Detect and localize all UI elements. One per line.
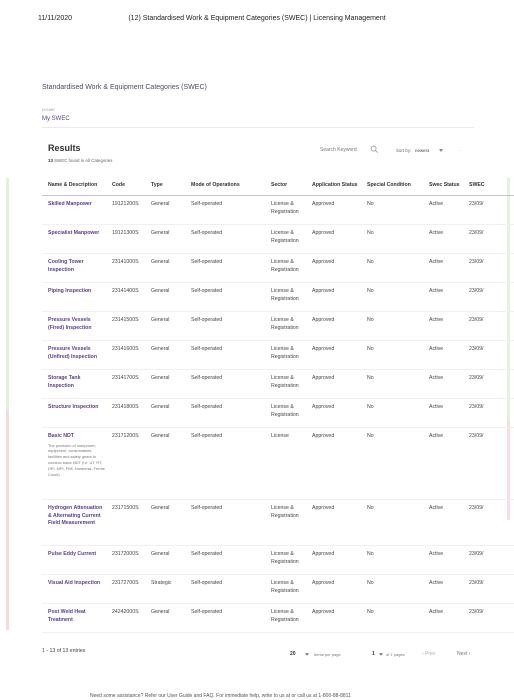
type-cell: General [145, 341, 185, 370]
swec-description: The provision of manpower, equipment, consumables, facilities and safety gears to conduct basic NDT (i.e. UT, RT, DPI, MPI, PMI, Hardness, Ferrite Count) [48, 442, 105, 477]
swec-status-cell: Active [423, 500, 463, 546]
table-row[interactable] [42, 196, 514, 225]
chevron-down-icon[interactable] [439, 149, 443, 152]
page-select[interactable]: 1 [372, 651, 375, 657]
swec-name-link[interactable]: Pressure Vessels (Unfired) Inspection [48, 346, 97, 360]
sector-cell: License & Registration [265, 604, 306, 633]
swec-date-cell: 23/09/ [463, 196, 514, 225]
code-cell: 19121200S [106, 196, 145, 225]
mode-cell: Self-operated [185, 312, 265, 341]
table-header-code[interactable]: Code [106, 174, 145, 196]
type-cell: General [145, 283, 185, 312]
code-cell: 23141500S [106, 312, 145, 341]
chevron-down-icon[interactable] [379, 653, 383, 656]
swec-status-cell: Active [423, 283, 463, 312]
swec-name-link[interactable]: Cooling Tower Inspection [48, 259, 84, 273]
swec-status-cell: Active [423, 399, 463, 428]
table-header-row [42, 174, 514, 196]
search-icon[interactable] [370, 145, 379, 154]
table-header-name[interactable]: Name & Description [42, 174, 106, 196]
name-cell[interactable] [42, 225, 106, 254]
code-cell: 23172700S [106, 575, 145, 604]
mode-cell: Self-operated [185, 604, 265, 633]
page-of-label: of 1 pages [386, 652, 405, 657]
application-status-cell: Approved [306, 312, 361, 341]
name-cell[interactable] [42, 341, 106, 370]
swec-name-link[interactable]: Pressure Vessels (Fired) Inspection [48, 317, 92, 331]
breadcrumb-divider [42, 127, 474, 128]
sector-cell: License & Registration [265, 196, 306, 225]
code-cell: 23141000S [106, 254, 145, 283]
code-cell: 23171200S [106, 428, 145, 500]
table-header-type[interactable]: Type [145, 174, 185, 196]
swec-status-cell: Active [423, 341, 463, 370]
type-cell: General [145, 225, 185, 254]
application-status-cell: Approved [306, 283, 361, 312]
special-condition-cell: No [361, 428, 423, 500]
sector-cell: License & Registration [265, 370, 306, 399]
application-status-cell: Approved [306, 341, 361, 370]
next-page-button[interactable]: Next › [457, 651, 471, 657]
sector-cell: License [265, 428, 306, 500]
special-condition-cell: No [361, 254, 423, 283]
swec-date-cell: 23/09/ [463, 428, 514, 500]
items-per-page-label: Items per page [314, 652, 341, 657]
swec-date-cell: 23/09/ [463, 399, 514, 428]
code-cell: 23171500S [106, 500, 145, 546]
prev-page-button[interactable]: ‹ Prev [422, 651, 436, 657]
swec-name-link[interactable]: Pulse Eddy Current [48, 551, 97, 557]
name-cell[interactable] [42, 546, 106, 575]
swec-date-cell: 23/09/ [463, 575, 514, 604]
swec-status-cell: Active [423, 312, 463, 341]
special-condition-cell: No [361, 575, 423, 604]
swec-table [42, 174, 514, 633]
table-row[interactable] [42, 500, 514, 546]
mode-cell: Self-operated [185, 399, 265, 428]
swec-date-cell: 23/09/ [463, 283, 514, 312]
special-condition-cell: No [361, 604, 423, 633]
code-cell: 23172000S [106, 546, 145, 575]
mode-cell: Self-operated [185, 546, 265, 575]
table-row[interactable] [42, 428, 514, 500]
mode-cell: Self-operated [185, 283, 265, 312]
table-row[interactable] [42, 254, 514, 283]
mode-cell: Self-operated [185, 575, 265, 604]
table-row[interactable] [42, 546, 514, 575]
swec-status-cell: Active [423, 575, 463, 604]
sector-cell: License & Registration [265, 283, 306, 312]
swec-name-link[interactable]: Hydrogen Attenuation & Alternating Current Field Measurement [48, 505, 103, 527]
special-condition-cell: No [361, 225, 423, 254]
code-cell: 23141800S [106, 399, 145, 428]
table-row[interactable] [42, 312, 514, 341]
swec-status-cell: Active [423, 225, 463, 254]
code-cell: 19121300S [106, 225, 145, 254]
mode-cell: Self-operated [185, 500, 265, 546]
sort-label: Sort by: [396, 148, 412, 153]
special-condition-cell: No [361, 370, 423, 399]
special-condition-cell: No [361, 546, 423, 575]
special-condition-cell: No [361, 399, 423, 428]
type-cell: General [145, 370, 185, 399]
page-title: Standardised Work & Equipment Categories (SWEC) [42, 84, 207, 91]
special-condition-cell: No [361, 312, 423, 341]
application-status-cell: Approved [306, 225, 361, 254]
swec-date-cell: 23/09/ [463, 225, 514, 254]
table-header-application-status[interactable]: Application Status [306, 174, 361, 196]
name-cell[interactable] [42, 604, 106, 633]
name-cell[interactable] [42, 196, 106, 225]
sector-cell: License & Registration [265, 399, 306, 428]
application-status-cell: Approved [306, 254, 361, 283]
type-cell: General [145, 500, 185, 546]
name-cell[interactable] [42, 500, 106, 546]
type-cell: Strategic [145, 575, 185, 604]
swec-name-link[interactable]: Piping Inspection [48, 288, 92, 294]
chevron-down-icon[interactable] [305, 653, 309, 656]
table-row[interactable] [42, 283, 514, 312]
results-count-number: 13 [48, 158, 53, 163]
swec-name-link[interactable]: Visual Aid Inspection [48, 580, 101, 586]
search-input[interactable]: Search Keyword [320, 147, 357, 153]
code-cell: 23141400S [106, 283, 145, 312]
results-count [48, 158, 112, 163]
swec-date-cell: 23/09/ [463, 370, 514, 399]
mode-cell: Self-operated [185, 225, 265, 254]
table-header-sector[interactable]: Sector [265, 174, 306, 196]
special-condition-cell: No [361, 500, 423, 546]
type-cell: General [145, 604, 185, 633]
sector-cell: License & Registration [265, 546, 306, 575]
type-cell: General [145, 399, 185, 428]
left-edge-accent-green [6, 178, 9, 418]
application-status-cell: Approved [306, 546, 361, 575]
application-status-cell: Approved [306, 196, 361, 225]
table-header-swec-status[interactable]: Swec Status [423, 174, 463, 196]
sector-cell: License & Registration [265, 254, 306, 283]
special-condition-cell: No [361, 341, 423, 370]
print-title: (12) Standardised Work & Equipment Categories (SWEC) | Licensing Management [128, 15, 386, 22]
application-status-cell: Approved [306, 370, 361, 399]
type-cell: General [145, 428, 185, 500]
special-condition-cell: No [361, 283, 423, 312]
application-status-cell: Approved [306, 575, 361, 604]
table-row[interactable] [42, 575, 514, 604]
swec-status-cell: Active [423, 604, 463, 633]
swec-name-link[interactable]: Storage Tank Inspection [48, 375, 81, 389]
table-header-mode[interactable]: Mode of Operations [185, 174, 265, 196]
swec-name-link[interactable]: Basic NDT [48, 433, 74, 439]
application-status-cell: Approved [306, 428, 361, 500]
table-row[interactable] [42, 341, 514, 370]
application-status-cell: Approved [306, 500, 361, 546]
type-cell: General [145, 312, 185, 341]
sort-select[interactable]: newest [415, 148, 429, 153]
print-date: 11/11/2020 [38, 15, 72, 22]
swec-date-cell: 23/09/ [463, 604, 514, 633]
code-cell: 24242000S [106, 604, 145, 633]
swec-date-cell: 23/09/ [463, 312, 514, 341]
swec-name-link[interactable]: Skilled Manpower [48, 201, 92, 207]
swec-name-link[interactable]: Post Weld Heat Treatment [48, 609, 86, 623]
mode-cell: Self-operated [185, 370, 265, 399]
mode-cell: Self-operated [185, 428, 265, 500]
swec-date-cell: 23/09/ [463, 254, 514, 283]
name-cell[interactable] [42, 283, 106, 312]
swec-name-link[interactable]: Specialist Manpower [48, 230, 100, 236]
pager-count: 1 - 13 of 13 entries [42, 648, 86, 654]
name-cell[interactable] [42, 254, 106, 283]
sector-cell: License & Registration [265, 341, 306, 370]
type-cell: General [145, 254, 185, 283]
print-header [0, 13, 514, 25]
sector-cell: License & Registration [265, 575, 306, 604]
swec-status-cell: Active [423, 254, 463, 283]
code-cell: 23141700S [106, 370, 145, 399]
breadcrumb-home[interactable]: HOME [42, 107, 56, 112]
application-status-cell: Approved [306, 399, 361, 428]
table-header-swec-date[interactable]: SWEC [463, 174, 514, 196]
type-cell: General [145, 546, 185, 575]
table-row[interactable] [42, 399, 514, 428]
mode-cell: Self-operated [185, 341, 265, 370]
name-cell[interactable] [42, 575, 106, 604]
footer-help-note: Need some assistance? Refer our User Guide and FAQ. For immediate help, write to us at or call us at 1-800-88-8811 [90, 693, 351, 699]
items-per-page-select[interactable]: 20 [290, 651, 296, 657]
special-condition-cell: No [361, 196, 423, 225]
code-cell: 23141600S [106, 341, 145, 370]
type-cell: General [145, 196, 185, 225]
swec-status-cell: Active [423, 370, 463, 399]
name-cell[interactable] [42, 399, 106, 428]
table-header-special-condition[interactable]: Special Condition [361, 174, 423, 196]
results-title: Results [48, 143, 81, 153]
mode-cell: Self-operated [185, 254, 265, 283]
mode-cell: Self-operated [185, 196, 265, 225]
name-cell[interactable] [42, 370, 106, 399]
swec-status-cell: Active [423, 546, 463, 575]
sector-cell: License & Registration [265, 312, 306, 341]
table-row[interactable] [42, 225, 514, 254]
breadcrumb-my-swec[interactable]: My SWEC [42, 116, 70, 122]
swec-name-link[interactable]: Structure Inspection [48, 404, 99, 410]
left-edge-accent-pink [6, 410, 9, 630]
name-cell[interactable] [42, 312, 106, 341]
sector-cell: License & Registration [265, 500, 306, 546]
table-row[interactable] [42, 604, 514, 633]
swec-date-cell: 23/09/ [463, 500, 514, 546]
sector-cell: License & Registration [265, 225, 306, 254]
application-status-cell: Approved [306, 604, 361, 633]
filter-control[interactable]: ~ [458, 148, 461, 153]
table-row[interactable] [42, 370, 514, 399]
results-count-text: SWEC found in All Categories [54, 158, 113, 163]
swec-date-cell: 23/09/ [463, 341, 514, 370]
swec-status-cell: Active [423, 196, 463, 225]
swec-date-cell: 23/09/ [463, 546, 514, 575]
swec-status-cell: Active [423, 428, 463, 500]
name-cell[interactable] [42, 428, 106, 500]
